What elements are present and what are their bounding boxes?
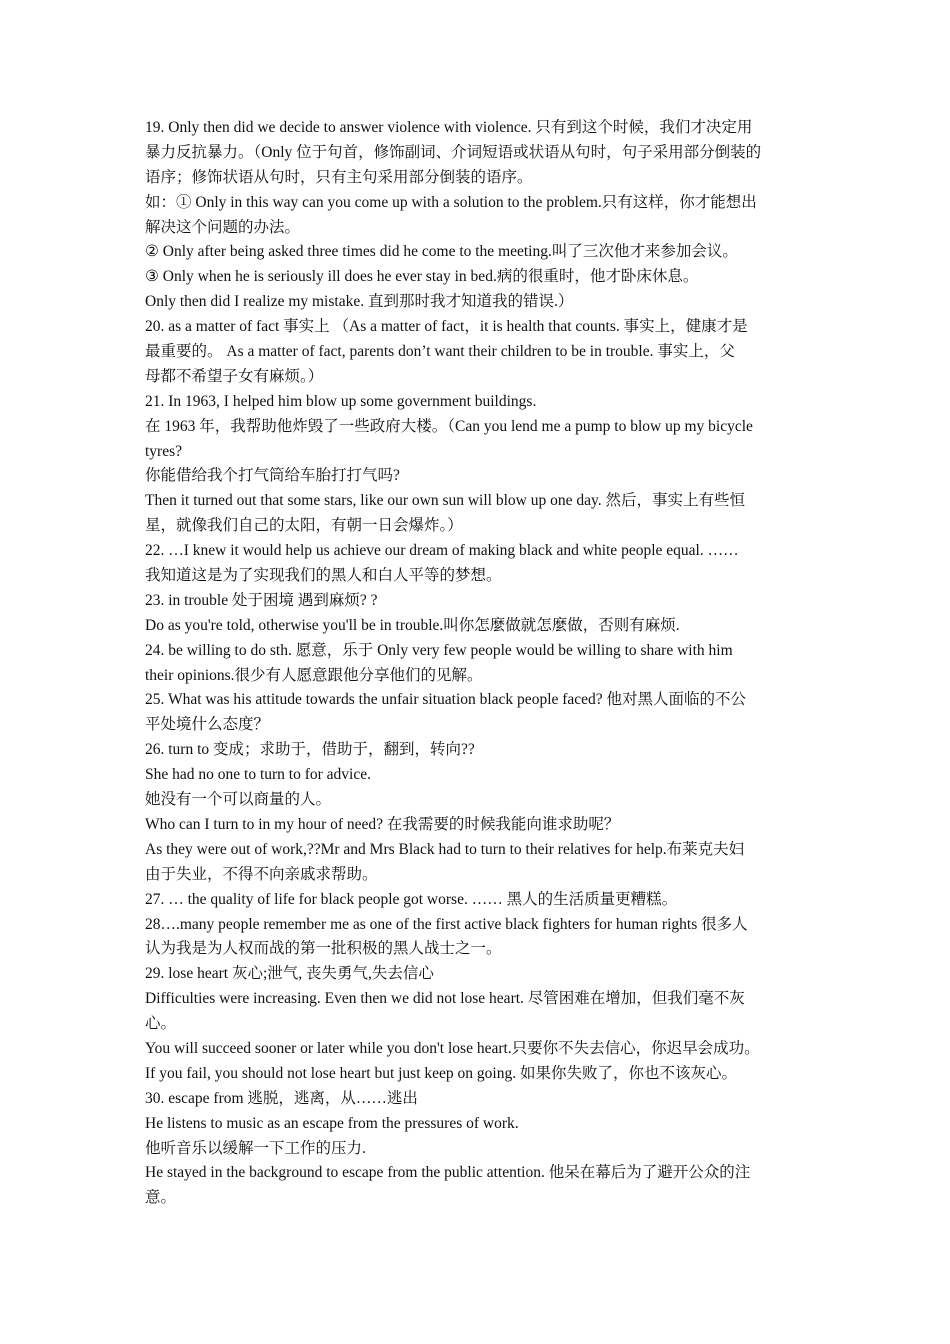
text-line: 23. in trouble 处于困境 遇到麻烦? ? xyxy=(145,591,378,609)
text-line: 28….many people remember me as one of the first active black fighters for human rights 很多人 xyxy=(145,915,748,933)
text-line: 她没有一个可以商量的人。 xyxy=(145,791,332,809)
text-line: Who can I turn to in my hour of need? 在我需要的时候我能向谁求助呢？ xyxy=(145,815,620,833)
text-line: 24. be willing to do sth. 愿意，乐于 Only very few people would be willing to share with him xyxy=(145,641,733,659)
text-line: tyres? xyxy=(145,442,183,460)
text-line: 我知道这是为了实现我们的黑人和白人平等的梦想。 xyxy=(145,567,502,585)
text-line: 暴力反抗暴力。（Only 位于句首，修饰副词、介词短语或状语从句时，句子采用部分倒装的 xyxy=(145,143,762,161)
text-line: 19. Only then did we decide to answer violence with violence. 只有到这个时候，我们才决定用 xyxy=(145,119,753,136)
text-line: 你能借给我个打气筒给车胎打打气吗? xyxy=(145,467,400,485)
text-line: Then it turned out that some stars, like our own sun will blow up one day. 然后，事实上有些恒 xyxy=(145,492,745,510)
document-page xyxy=(145,116,809,1211)
text-line: 如：① Only in this way can you come up with a solution to the problem.只有这样，你才能想出 xyxy=(145,193,757,211)
text-line: He stayed in the background to escape from the public attention. 他呆在幕后为了避开公众的注 xyxy=(145,1164,751,1182)
text-line: 29. lose heart 灰心;泄气, 丧失勇气,失去信心 xyxy=(145,965,434,983)
text-line: 30. escape from 逃脱，逃离，从……逃出 xyxy=(145,1089,418,1107)
text-line: their opinions.很少有人愿意跟他分享他们的见解。 xyxy=(145,666,483,684)
text-line: 在 1963 年，我帮助他炸毁了一些政府大楼。（Can you lend me a pump to blow up my bicycle xyxy=(145,417,753,435)
text-line: 由于失业，不得不向亲戚求帮助。 xyxy=(145,865,378,883)
text-line: 母都不希望子女有麻烦。） xyxy=(145,367,324,385)
text-line: 25. What was his attitude towards the unfair situation black people faced? 他对黑人面临的不公 xyxy=(145,691,747,709)
text-line: 他听音乐以缓解一下工作的压力. xyxy=(145,1139,366,1157)
text-line: 22. …I knew it would help us achieve our dream of making black and white people equal. …… xyxy=(145,542,739,560)
text-line: 星，就像我们自己的太阳，有朝一日会爆炸。） xyxy=(145,517,463,535)
text-line: He listens to music as an escape from the pressures of work. xyxy=(145,1114,519,1132)
text-line: 27. … the quality of life for black people got worse. …… 黑人的生活质量更糟糕。 xyxy=(145,890,678,908)
text-line: As they were out of work,??Mr and Mrs Black had to turn to their relatives for help.布莱克夫妇 xyxy=(145,840,745,858)
text-line: 语序；修饰状语从句时，只有主句采用部分倒装的语序。 xyxy=(145,168,533,186)
text-line: Only then did I realize my mistake. 直到那时我才知道我的错误.） xyxy=(145,293,574,311)
text-line: You will succeed sooner or later while you don't lose heart.只要你不失去信心，你迟早会成功。 xyxy=(145,1039,760,1057)
text-line: 意。 xyxy=(145,1189,177,1207)
text-line: If you fail, you should not lose heart but just keep on going. 如果你失败了，你也不该灰心。 xyxy=(145,1064,737,1082)
text-line: 20. as a matter of fact 事实上 （As a matter of fact，it is health that counts. 事实上，健康才是 xyxy=(145,318,748,336)
text-line: ③ Only when he is seriously ill does he ever stay in bed.病的很重时，他才卧床休息。 xyxy=(145,268,699,286)
text-line: 最重要的。 As a matter of fact, parents don’t want their children to be in trouble. 事实上，父 xyxy=(145,343,735,361)
text-line: Do as you're told, otherwise you'll be in trouble.叫你怎麼做就怎麼做，否则有麻烦. xyxy=(145,616,680,634)
text-line: 心。 xyxy=(145,1015,177,1033)
text-line: ② Only after being asked three times did he come to the meeting.叫了三次他才来参加会议。 xyxy=(145,243,738,261)
text-line: 26. turn to 变成；求助于，借助于，翻到，转向?? xyxy=(145,741,475,759)
text-line: Difficulties were increasing. Even then we did not lose heart. 尽管困难在增加，但我们毫不灰 xyxy=(145,990,745,1008)
text-line: 21. In 1963, I helped him blow up some government buildings. xyxy=(145,392,537,410)
text-line: 解决这个问题的办法。 xyxy=(145,218,301,236)
text-line: She had no one to turn to for advice. xyxy=(145,766,371,784)
text-line: 平处境什么态度？ xyxy=(145,716,270,734)
text-line: 认为我是为人权而战的第一批积极的黑人战士之一。 xyxy=(145,940,502,958)
